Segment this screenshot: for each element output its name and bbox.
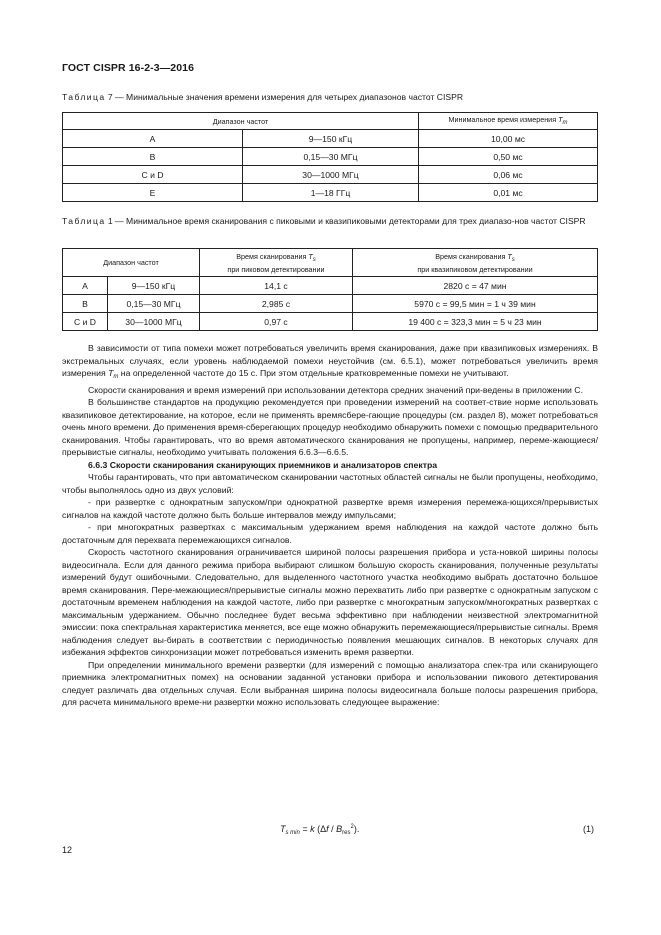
paragraph: В большинстве стандартов на продукцию рекомендуется при проведении измерений на соответ-ствие норме использовать квазипиковое детектирование, на которое, если не применять времясбере-гающие процедуры (см. раздел 8), может потребоваться очень много времени. До применения время-сберегающих процедур необходимо обнаружить помехи с помощью предварительного сканирования. Чтобы гарантировать, что во время автоматического сканирования не пропущены, например, переме-жающиеся/прерывистые сигналы, необходимо учитывать положения 6.6.3—6.6.5. [62,397,598,457]
paragraph-part: В зависимости от типа помехи может потребоваться увеличить время сканирования, даже при квазипиковых измерениях. В экстремальных случаях, если уровень наблюдаемой помехи неустойчив (см. 6.5.1), может потребоваться увеличить время измерения [62,343,598,378]
table1-cell-freq: 30—1000 МГц [108,313,200,331]
formula-f: f [326,824,329,834]
table1 [62,248,598,331]
table7-cell-freq: 30—1000 МГц [243,166,419,184]
table1-cell-qp: 2820 с = 47 мин [353,277,598,295]
table1-cell-qp: 5970 с = 99,5 мин = 1 ч 39 мин [353,295,598,313]
formula-b-sub: res [342,830,351,836]
table7-col-time-sub: m [562,119,568,126]
table1-caption-text: 1 — Минимальное время сканирования с пиковыми и квазипиковыми детекторами для трех диапазо-нов частот CISPR [105,216,586,226]
table7-cell-band: C и D [63,166,243,184]
table1-cell-qp: 19 400 с = 323,3 мин = 5 ч 23 мин [353,313,598,331]
formula [280,824,359,836]
table7-cell-time: 10,00 мс [419,130,598,148]
table-row [63,184,598,202]
paragraph: Чтобы гарантировать, что при автоматическом сканировании частотных областей сигналы не были пропущены, необходимо, чтобы выполнялось одно из двух условий: [62,472,598,495]
table7-cell-time: 0,50 мс [419,148,598,166]
table1-cell-peak: 0,97 с [200,313,353,331]
table-row [63,148,598,166]
table7-col-time [419,113,598,130]
table1-cell-freq: 9—150 кГц [108,277,200,295]
table7-caption [62,91,602,103]
table7-cell-time: 0,06 мс [419,166,598,184]
table7-caption-label: Таблица [62,92,106,102]
table-row [63,277,598,295]
formula-eq: = [299,824,311,834]
table-row [63,313,598,331]
paragraph-part: на определенной частоте до 15 с. При этом отдельные кратковременные помехи не учитывают. [118,368,509,378]
list-item: - при развертке с однократным запуском/при однократной развертке время измерения перемежа-ющихся/прерывистых сигналов на каждой частоте должно быть больше интервалов между импульсами; [62,497,598,520]
formula-open: (Δ [314,824,327,834]
table1-col-peak-l2: при пиковом детектировании [227,264,325,274]
table-row [63,295,598,313]
table7-cell-time: 0,01 мс [419,184,598,202]
list-item: - при многократных развертках с максимальным удержанием время наблюдения на каждой частоте должно быть достаточным для перехвата перемежающихся сигналов. [62,522,598,545]
table1-caption-label: Таблица [62,216,106,226]
tm-sub: m [113,374,119,380]
table1-caption [62,215,602,227]
table1-col-qp-symbol: T [507,251,512,261]
table1-col-band: Диапазон частот [63,249,200,277]
paragraph: Скорость частотного сканирования ограничивается шириной полосы разрешения прибора и уста-новкой ширины полосы видеосигнала. Если для данного режима прибора выбирают слишком большую скорость сканирования, полученные результаты измерений будут ошибочными. Следовательно, для выделенного частотного участка необходимо выбрать достаточно большое время сканирования. Пере-межающиеся/прерывистые сигналы можно перехватить либо при развертке с однократным запуском с достаточным временем наблюдения на каждой частоте, либо при развертке с многократным запуском/многократных развертках с максимальным удержанием. Обычно последнее будет весьма эффективно при наблюдении неизвестной электромагнитной эмиссии: пока спектральная характеристика меняется, все еще можно обнаружить перемежающиеся/прерывистые сигналы. Время наблюдения следует вы-бирать в соответствии с периодичностью появления мешающих сигналов. В некоторых случаях для избежания эффектов синхронизации может потребоваться изменить время развертки. [62,547,598,657]
document-header: ГОСТ CISPR 16-2-3—2016 [62,62,195,74]
table7-cell-freq: 9—150 кГц [243,130,419,148]
table7-col-band: Диапазон частот [63,113,419,130]
formula-t-sub: s min [285,830,300,836]
section-heading: 6.6.3 Скорости сканирования сканирующих приемников и анализаторов спектра [88,459,438,470]
table-row [63,130,598,148]
table1-cell-peak: 14,1 с [200,277,353,295]
table-row [63,166,598,184]
table7 [62,112,598,202]
formula-number: (1) [583,824,594,834]
formula-sup: 2 [350,824,354,830]
table1-cell-band: C и D [63,313,108,331]
table1-col-peak-l1: Время сканирования [236,251,309,261]
table1-col-qp-sub: s [511,256,515,263]
table1-cell-peak: 2,985 с [200,295,353,313]
table1-col-peak [200,249,353,277]
page-number: 12 [62,845,73,855]
table1-col-qp-l1: Время сканирования [435,251,508,261]
formula-t: T [280,824,286,834]
table7-caption-text: 7 — Минимальные значения времени измерения для четырех диапазонов частот CISPR [105,92,464,102]
table7-cell-freq: 0,15—30 МГц [243,148,419,166]
table1-cell-freq: 0,15—30 МГц [108,295,200,313]
body-text [62,342,598,709]
table7-cell-band: B [63,148,243,166]
table7-col-time-symbol: T [558,114,563,124]
formula-slash: / [328,824,337,834]
paragraph [62,342,598,384]
table1-cell-band: B [63,295,108,313]
formula-b: B [336,824,343,834]
table7-cell-band: E [63,184,243,202]
table7-col-time-prefix: Минимальное время измерения [448,114,559,124]
table1-col-peak-symbol: T [308,251,313,261]
paragraph: При определении минимального времени развертки (для измерений с помощью анализатора спек-тра или сканирующего приемника электромагнитных помех) на основании заданной установки прибора и использовании пикового детектирования следует различать два отдельных случая. Если выбранная ширина полосы видеосигнала больше полосы разрешения прибора, для расчета минимального време-ни развертки можно использовать следующее выражение: [62,659,598,707]
table7-cell-band: A [63,130,243,148]
formula-close: ). [353,824,360,834]
table1-cell-band: A [63,277,108,295]
formula-k: k [310,824,315,834]
table1-col-qp-l2: при квазипиковом детектировании [417,264,533,274]
table7-cell-freq: 1—18 ГГц [243,184,419,202]
table1-col-qp [353,249,598,277]
tm-symbol: T [108,368,114,378]
paragraph: Скорости сканирования и время измерений при использовании детектора средних значений при-ведены в приложении C. [88,384,583,395]
table1-col-peak-sub: s [312,256,316,263]
